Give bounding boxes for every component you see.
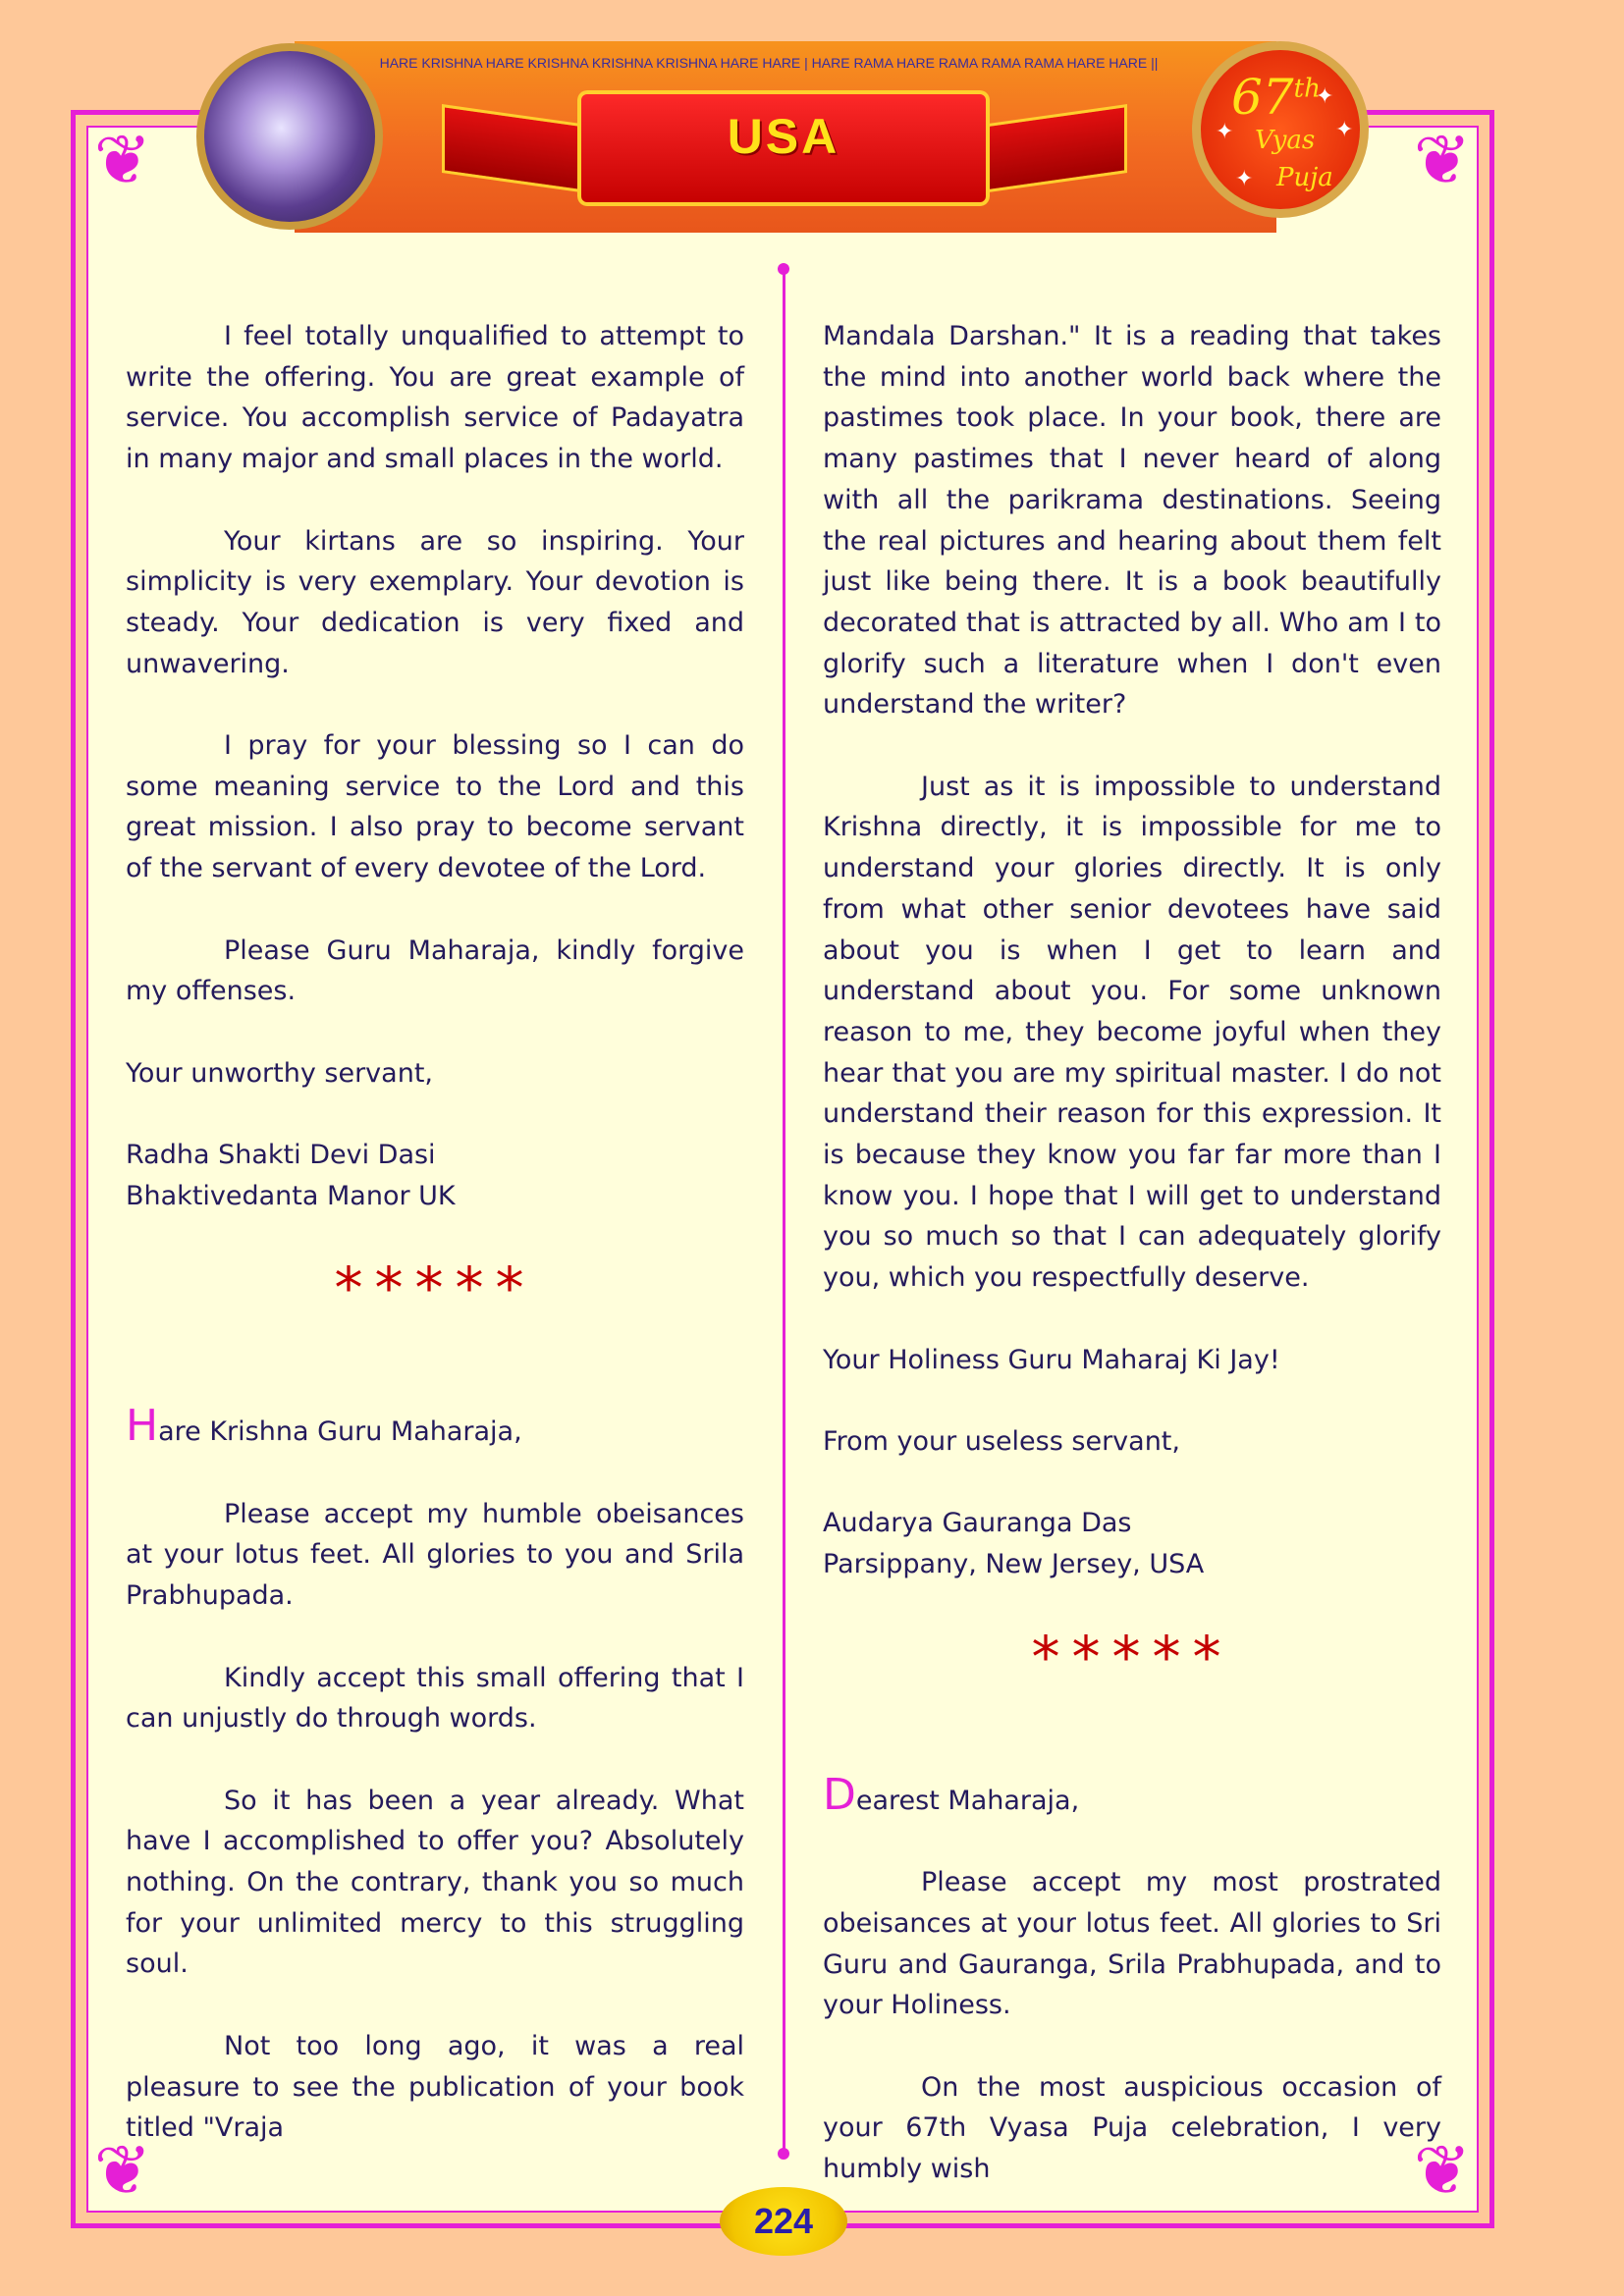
separator-stars: ***** <box>334 1255 536 1322</box>
corner-flourish-icon: ❦ <box>93 2130 152 2211</box>
corner-flourish-icon: ❦ <box>1413 120 1472 200</box>
paragraph: Please accept my most prostrated obeisances at your lotus feet. All glories to Sri Guru and Gauranga, Srila Prabhupada, and to your Holiness. <box>823 1867 1441 2021</box>
paragraph: I feel totally unqualified to attempt to write the offering. You are great example of service. You accomplish service of Padayatra in many major and small places in the world. <box>126 321 744 475</box>
signature-name: Radha Shakti Devi Dasi <box>126 1139 436 1170</box>
paragraph: So it has been a year already. What have I accomplished to offer you? Absolutely nothing. On the contrary, thank you so much for your unlimited mercy to this struggling soul. <box>126 1785 744 1980</box>
sparkle-icon: ✦ <box>1216 120 1234 144</box>
deity-medallion-image <box>196 43 383 230</box>
divider-dot-top <box>778 263 789 275</box>
separator-stars: ***** <box>1031 1623 1233 1690</box>
paragraph: Please Guru Maharaja, kindly forgive my offenses. <box>126 934 744 1007</box>
signature-place: Bhaktivedanta Manor UK <box>126 1180 456 1211</box>
paragraph: Please accept my humble obeisances at your lotus feet. All glories to you and Srila Prabhupada. <box>126 1498 744 1612</box>
column-divider <box>783 267 785 2154</box>
sparkle-icon: ✦ <box>1316 84 1334 109</box>
paragraph: Your kirtans are so inspiring. Your simplicity is very exemplary. Your devotion is steady. Your dedication is very fixed and unwavering. <box>126 525 744 679</box>
drop-initial: D <box>823 1769 856 1820</box>
signature-name: Audarya Gauranga Das <box>823 1508 1132 1539</box>
paragraph: Not too long ago, it was a real pleasure to see the publication of your book titled "Vraja <box>126 2030 744 2144</box>
region-label: USA <box>727 109 840 164</box>
page-number: 224 <box>720 2187 847 2256</box>
salutation: Hare Krishna Guru Maharaja, <box>126 1401 522 1452</box>
right-column <box>823 316 1441 2190</box>
corner-flourish-icon: ❦ <box>1413 2130 1472 2211</box>
paragraph: On the most auspicious occasion of your 67th Vyasa Puja celebration, I very humbly wish <box>823 2071 1441 2185</box>
closing-line: Your Holiness Guru Maharaj Ki Jay! <box>823 1344 1280 1375</box>
badge-line-1: Vyas <box>1255 126 1316 155</box>
corner-flourish-icon: ❦ <box>93 120 152 200</box>
header-mantra: HARE KRISHNA HARE KRISHNA KRISHNA KRISHNA HARE HARE | HARE RAMA HARE RAMA RAMA RAMA HARE HARE || <box>379 55 1159 71</box>
signature-place: Parsippany, New Jersey, USA <box>823 1549 1205 1580</box>
badge-number: 67th <box>1231 69 1321 126</box>
left-column <box>126 316 744 2149</box>
badge-line-2: Puja <box>1276 163 1333 192</box>
paragraph: Kindly accept this small offering that I can unjustly do through words. <box>126 1662 744 1735</box>
salutation: Dearest Maharaja, <box>823 1769 1080 1820</box>
paragraph: Mandala Darshan." It is a reading that takes the mind into another world back where the pastimes took place. In your book, there are many pastimes that I never heard of along with all the parikrama destinations. Seeing the real pictures and hearing about them felt just like being there. It is a book beautifully decorated that is attracted by all. Who am I to glorify such a literature when I don't even understand the writer? <box>823 321 1441 721</box>
paragraph: I pray for your blessing so I can do some meaning service to the Lord and this great mission. I also pray to become servant of the servant of every devotee of the Lord. <box>126 730 744 884</box>
drop-initial: H <box>126 1401 159 1452</box>
sparkle-icon: ✦ <box>1335 118 1354 142</box>
sparkle-icon: ✦ <box>1235 167 1254 191</box>
divider-dot-bottom <box>778 2148 789 2160</box>
closing-line: From your useless servant, <box>823 1425 1180 1457</box>
paragraph: Just as it is impossible to understand Krishna directly, it is impossible for me to understand your glories directly. It is only from what other senior devotees have said about you is when I get to learn and understand about you. For some unknown reason to me, they become joyful when they hear that you are my spiritual master. I do not understand their reason for this expression. It is because they know you far far more than I know you. I hope that I will get to understand you so much so that I can adequately glorify you, which you respectfully deserve. <box>823 771 1441 1294</box>
closing-line: Your unworthy servant, <box>126 1057 433 1089</box>
